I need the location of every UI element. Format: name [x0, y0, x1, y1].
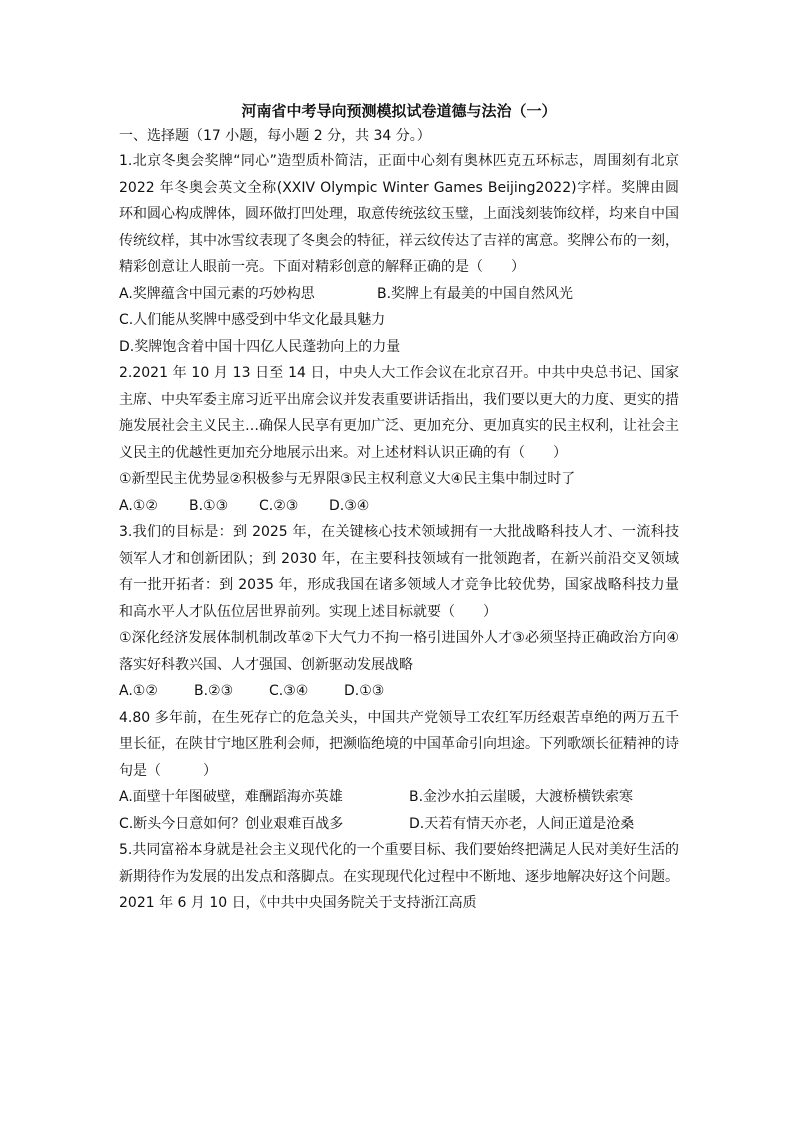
option-c: C.人们能从奖牌中感受到中华文化最具魅力: [119, 312, 386, 328]
section-heading: 一、选择题（17 小题，每小题 2 分，共 34 分。）: [119, 128, 431, 144]
question-1-options-row1: [119, 281, 679, 308]
option-c: C.③④: [269, 683, 309, 699]
question-1-stem: 1.北京冬奥会奖牌“同心”造型质朴简洁，正面中心刻有奥林匹克五环标志，周围刻有北京 2022 年冬奥会英文全称(XXIV Olympic Winter Games Beijing2022)字样。奖牌由圆环和圆心构成牌体，圆环做打凹处理，取意传统弦纹玉璧，上面浅刻装饰纹样，均来自中国传统纹样，其中冰雪纹表现了冬奥会的特征，祥云纹传达了吉祥的寓意。奖牌公布的一刻，精彩创意让人眼前一亮。下面对精彩创意的解释正确的是（ ）: [119, 153, 679, 275]
option-d: D.奖牌饱含着中国十四亿人民蓬勃向上的力量: [119, 338, 401, 355]
option-d: D.③④: [329, 497, 370, 514]
question-5-stem: 5.共同富裕本身就是社会主义现代化的一个重要目标、我们要始终把满足人民对美好生活的新期待作为发展的出发点和落脚点。在实现现代化过程中不断地、逐步地解决好这个问题。2021 年 6 月 10 日，《中共中央国务院关于支持浙江高质: [119, 842, 679, 911]
exam-title: 河南省中考导向预测模拟试卷道德与法治（一）: [241, 102, 557, 120]
option-c: C.断头今日意如何？创业艰难百战多: [119, 815, 344, 832]
option-b: B.金沙水拍云崖暖，大渡桥横铁索寒: [409, 789, 634, 805]
option-a: A.面壁十年图破壁，难酬蹈海亦英雄: [119, 789, 343, 805]
option-d: D.①③: [344, 683, 385, 699]
option-b: B.②③: [194, 683, 234, 699]
question-2-statements: ①新型民主优势显②积极参与无界限③民主权利意义大④民主集中制过时了: [119, 471, 576, 487]
question-3-statements: ①深化经济发展体制机制改革②下大气力不拘一格引进国外人才③必须坚持正确政治方向④落实好科教兴国、人才强国、创新驱动发展战略: [119, 630, 679, 673]
question-2-stem: 2.2021 年 10 月 13 日至 14 日，中央人大工作会议在北京召开。中共中央总书记、国家主席、中央军委主席习近平出席会议并发表重要讲话指出，我们要以更大的力度、更实的措施发展社会主义民主…确保人民享有更加广泛、更加充分、更加真实的民主权利，让社会主义民主的优越性更加充分地展示出来。对上述材料认识正确的有（ ）: [119, 365, 679, 461]
exam-page: [119, 100, 679, 917]
question-4-stem: 4.80 多年前，在生死存亡的危急关头，中国共产党领导工农红军历经艰苦卓绝的两万五千里长征，在陕甘宁地区胜利会师，把濒临绝境的中国革命引向坦途。下列歌颂长征精神的诗句是（ ）: [119, 709, 679, 779]
option-b: B.奖牌上有最美的中国自然风光: [377, 285, 574, 302]
option-c: C.②③: [259, 497, 299, 514]
option-b: B.①③: [189, 497, 229, 514]
option-a: A.奖牌蕴含中国元素的巧妙构思: [119, 285, 315, 302]
question-3-stem: 3.我们的目标是：到 2025 年，在关键核心技术领域拥有一大批战略科技人才、一流科技领军人才和创新团队；到 2030 年，在主要科技领域有一批领跑者，在新兴前沿交叉领域有一批开拓者：到 2035 年，形成我国在诸多领域人才竞争比较优势，国家战略科技力量和高水平人才队伍位居世界前列。实现上述目标就要（ ）: [119, 524, 679, 620]
option-d: D.天若有情天亦老，人间正道是沧桑: [409, 815, 635, 832]
question-3-options: [119, 678, 679, 705]
option-a: A.①②: [119, 497, 158, 514]
question-2-options: [119, 493, 679, 520]
question-4-options-row1: [119, 784, 679, 811]
question-4-options-row2: [119, 811, 679, 838]
option-a: A.①②: [119, 683, 158, 699]
